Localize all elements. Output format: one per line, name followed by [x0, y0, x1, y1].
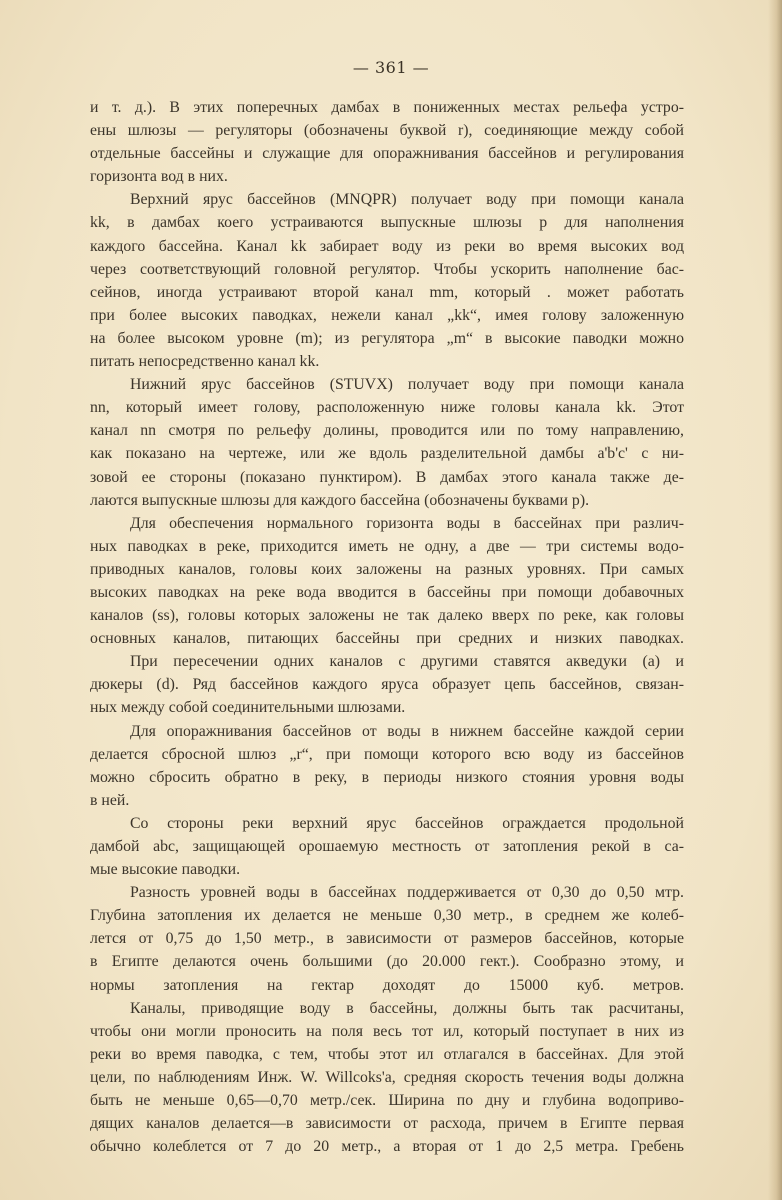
text-line: Каналы, приводящие воду в бассейны, должны быть так расчитаны, [130, 999, 684, 1017]
text-line: приводных каналов, головы коих заложены на разных уровнях. При самых [90, 560, 684, 578]
paragraph [90, 881, 684, 996]
body-text [90, 96, 684, 1158]
text-line: Для опоражнивания бассейнов от воды в нижнем бассейне каждой серии [130, 722, 684, 740]
paragraph [90, 373, 684, 512]
text-line: основных каналов, питающих бассейны при средних и низких паводках. [90, 630, 684, 648]
paragraph [90, 512, 684, 651]
text-line: мые высокие паводки. [90, 861, 241, 879]
text-line: на более высоком уровне (m); из регулятора „m“ в высокие паводки можно [90, 329, 684, 347]
paragraph [90, 188, 684, 373]
text-line: ных между собой соединительными шлюзами. [90, 699, 406, 717]
text-line: Верхний ярус бассейнов (MNQPR) получает воду при помощи канала [130, 191, 684, 209]
text-line: зовой ее стороны (показано пунктиром). В дамбах этого канала также де- [90, 468, 684, 486]
paragraph [90, 96, 684, 188]
paragraph [90, 812, 684, 881]
text-line: отдельные бассейны и служащие для опоражнивания бассейнов и регулирования [90, 145, 684, 163]
text-line: лаются выпускные шлюзы для каждого бассейна (обозначены буквами p). [90, 491, 590, 509]
text-line: При пересечении одних каналов с другими ставятся акведуки (a) и [130, 653, 684, 671]
text-line: сейнов, иногда устраивают второй канал mm, который . может работать [90, 283, 684, 301]
text-line: реки во время паводка, с тем, чтобы этот ил отлагался в бассейнах. Для этой [90, 1045, 684, 1063]
text-line: и т. д.). В этих поперечных дамбах в пониженных местах рельефа устро- [90, 99, 684, 116]
text-line: быть не меньше 0,65—0,70 метр./сек. Ширина по дну и глубина водоприво- [90, 1092, 684, 1110]
text-line: в ней. [90, 791, 130, 809]
text-line: цели, по наблюдениям Инж. W. Willcoks'а, средняя скорость течения воды должна [90, 1068, 684, 1086]
text-line: канал nn смотря по рельефу долины, проводится или по тому направлению, [90, 422, 684, 440]
text-line: делается сбросной шлюз „r“, при помощи которого всю воду из бассейнов [90, 745, 684, 763]
text-line: дюкеры (d). Ряд бассейнов каждого яруса образует цепь бассейнов, связан- [90, 676, 684, 694]
text-line: нормы затопления на гектар доходят до 15000 куб. метров. [90, 976, 684, 994]
text-line: nn, который имеет голову, расположенную ниже головы канала kk. Этот [90, 399, 684, 417]
text-line: Глубина затопления их делается не меньше 0,30 метр., в среднем же колеб- [90, 907, 684, 925]
text-line: каналов (ss), головы которых заложены не так далеко вверх по реке, как головы [90, 607, 684, 625]
paragraph [90, 720, 684, 812]
text-line: высоких паводках на реке вода вводится в бассейны при помощи добавочных [90, 583, 684, 601]
text-line: в Египте делаются очень большими (до 20.000 гект.). Сообразно этому, и [90, 953, 684, 971]
text-line: Нижний ярус бассейнов (STUVX) получает воду при помощи канала [130, 376, 684, 394]
text-line: питать непосредственно канал kk. [90, 353, 320, 371]
text-line: через соответствующий головной регулятор. Чтобы ускорить наполнение бас- [90, 260, 684, 278]
text-line: чтобы они могли проносить на поля весь тот ил, который поступает в них из [90, 1022, 684, 1040]
text-line: Разность уровней воды в бассейнах поддерживается от 0,30 до 0,50 мтр. [130, 884, 684, 902]
page-edge-shadow [768, 0, 782, 1200]
text-line: лется от 0,75 до 1,50 метр., в зависимости от размеров бассейнов, которые [90, 930, 684, 948]
text-line: дамбой abc, защищающей орошаемую местность от затопления рекой в са- [90, 838, 684, 855]
text-line: как показано на чертеже, или же вдоль разделительной дамбы a'b'c' с ни- [90, 445, 684, 463]
text-line: обычно колеблется от 7 до 20 метр., а вторая от 1 до 2,5 метра. Гребень [90, 1138, 684, 1156]
paragraph [90, 997, 684, 1159]
text-line: каждого бассейна. Канал kk забирает воду из реки во время высоких вод [90, 237, 684, 255]
page-number: — 361 — [352, 58, 430, 77]
text-line: дящих каналов делается—в зависимости от расхода, причем в Египте первая [90, 1115, 684, 1133]
paragraph [90, 650, 684, 719]
text-line: можно сбросить обратно в реку, в периоды низкого стояния уровня воды [90, 768, 684, 786]
text-line: горизонта вод в них. [90, 168, 228, 186]
text-line: при более высоких паводках, нежели канал „kk“, имея голову заложенную [90, 306, 684, 324]
text-line: kk, в дамбах коего устраиваются выпускные шлюзы p для наполнения [90, 214, 684, 232]
text-line: ных паводках в реке, приходится иметь не одну, а две — три системы водо- [90, 537, 684, 555]
text-line: Для обеспечения нормального горизонта воды в бассейнах при различ- [130, 514, 684, 532]
text-line: Со стороны реки верхний ярус бассейнов ограждается продольной [130, 814, 684, 832]
text-line: ены шлюзы — регуляторы (обозначены буквой r), соединяющие между собой [90, 122, 684, 140]
